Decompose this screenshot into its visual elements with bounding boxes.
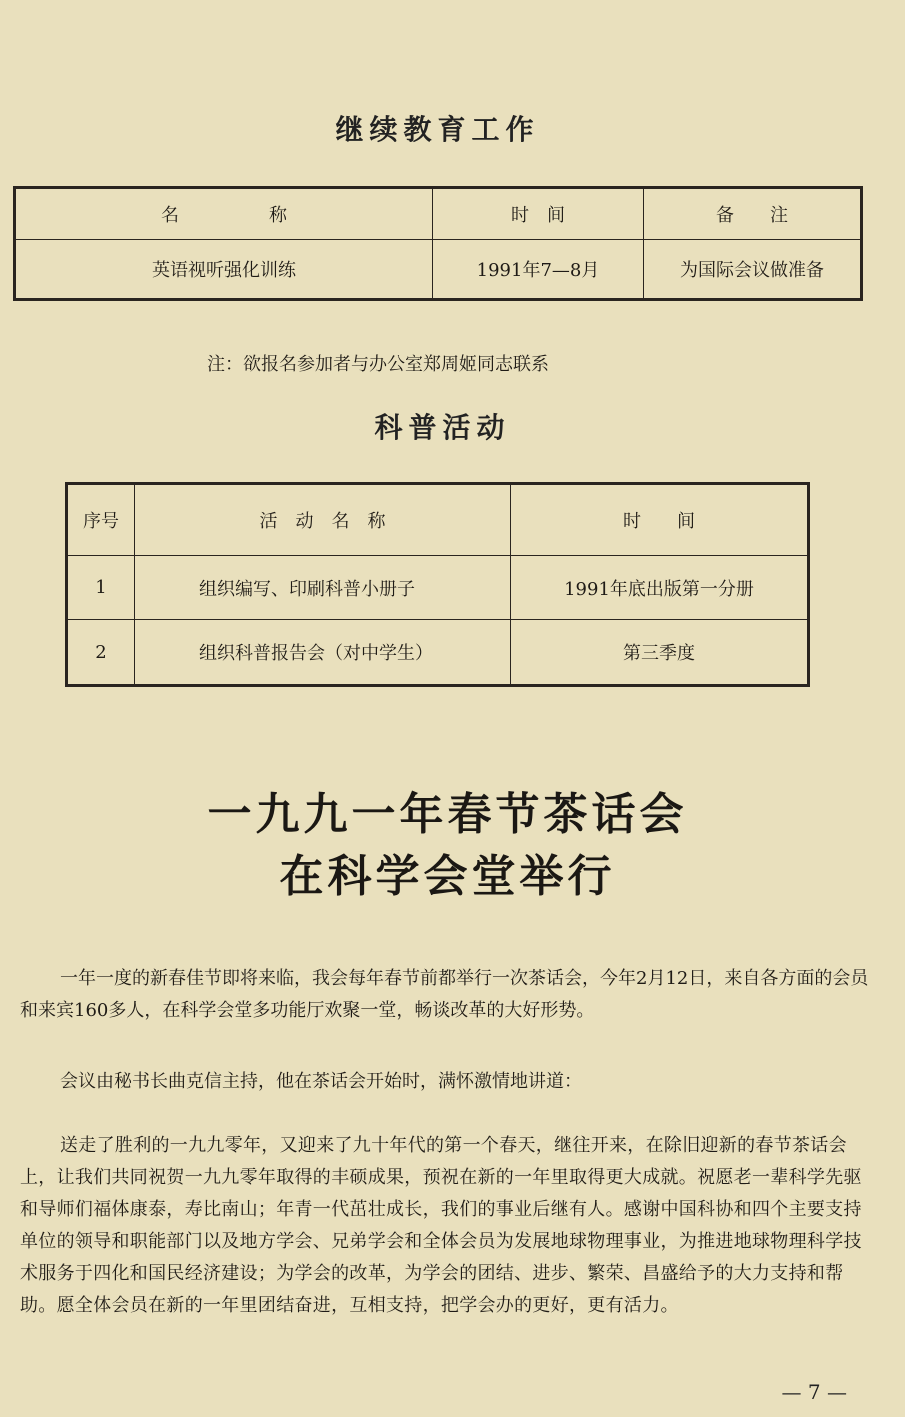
registration-note: 注：欲报名参加者与办公室郑周姬同志联系 — [207, 354, 549, 375]
page-number: — 7 — — [781, 1380, 847, 1404]
col-header-activity: 活 动 名 称 — [135, 484, 511, 556]
article-paragraph-1: 一年一度的新春佳节即将来临，我会每年春节前都举行一次茶话会，今年2月12日，来自各方面的会员和来宾160多人，在科学会堂多功能厅欢聚一堂，畅谈改革的大好形势。 — [20, 968, 869, 1021]
cell-activity-time: 第三季度 — [511, 620, 809, 686]
cell-course-remark: 为国际会议做准备 — [644, 240, 862, 300]
cell-course-name: 英语视听强化训练 — [15, 240, 433, 300]
cell-row-no: 1 — [67, 556, 135, 620]
article-paragraph-2: 会议由秘书长曲克信主持，他在茶话会开始时，满怀激情地讲道： — [60, 1071, 582, 1092]
section-title-popular-science: 科普活动 — [374, 411, 511, 444]
cell-activity-name: 组织科普报告会（对中学生） — [135, 620, 511, 686]
col-header-time: 时 间 — [433, 188, 644, 240]
col-header-remark: 备 注 — [644, 188, 862, 240]
article-title-line1: 一九九一年春节茶话会 — [207, 789, 688, 840]
cell-course-time: 1991年7—8月 — [433, 240, 644, 300]
col-header-no: 序号 — [67, 484, 135, 556]
cell-activity-name: 组织编写、印刷科普小册子 — [135, 556, 511, 620]
article-paragraph-3: 送走了胜利的一九九零年，又迎来了九十年代的第一个春天，继往开来，在除旧迎新的春节茶话会上，让我们共同祝贺一九九零年取得的丰硕成果，预祝在新的一年里取得更大成就。祝愿老一辈科学先驱和导师们福体康泰，寿比南山；年青一代茁壮成长，我们的事业后继有人。感谢中国科协和四个主要支持单位的领导和职能部门以及地方学会、兄弟学会和全体会员为发展地球物理事业，为推进地球物理科学技术服务于四化和国民经济建设；为学会的改革，为学会的团结、进步、繁荣、昌盛给予的大力支持和帮助。愿全体会员在新的一年里团结奋进，互相支持，把学会办的更好，更有活力。 — [20, 1135, 862, 1316]
col-header-name: 名 称 — [15, 188, 433, 240]
cell-row-no: 2 — [67, 620, 135, 686]
article-title-line2: 在科学会堂举行 — [279, 851, 616, 902]
table-row — [67, 556, 809, 620]
popular-science-table — [65, 482, 810, 687]
cell-activity-time: 1991年底出版第一分册 — [511, 556, 809, 620]
continuing-education-table — [13, 186, 863, 301]
section-title-continuing-education: 继续教育工作 — [335, 113, 540, 146]
col-header-time: 时 间 — [511, 484, 809, 556]
table-row — [67, 620, 809, 686]
